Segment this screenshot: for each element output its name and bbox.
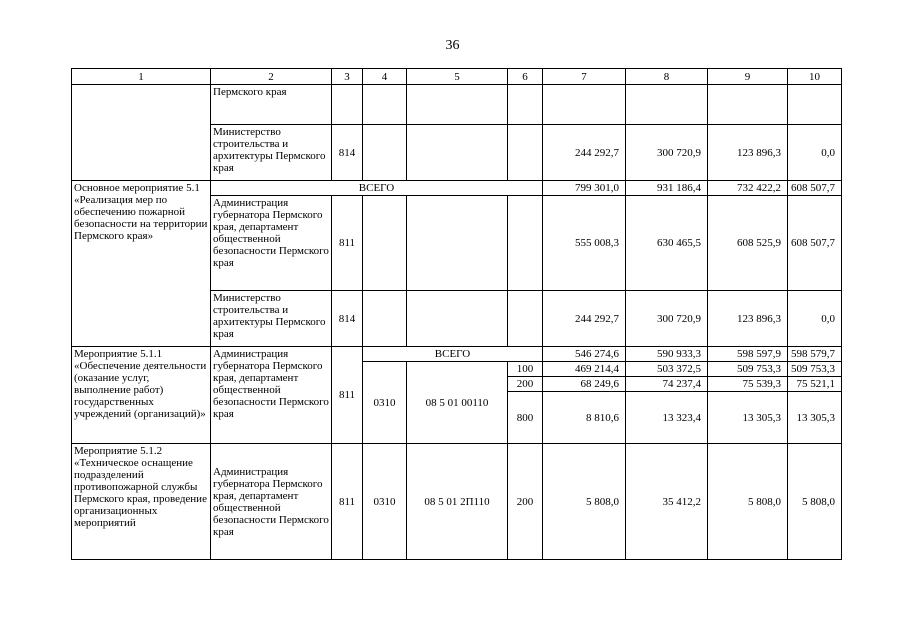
target-code: 08 5 01 2П110 [407,444,508,560]
code-cell: 811 [332,347,363,444]
header-cell: 10 [788,69,842,85]
value-cell: 300 720,9 [626,125,708,181]
value-cell: 13 305,3 [788,392,842,444]
value-cell: 546 274,6 [543,347,626,362]
value-cell: 244 292,7 [543,125,626,181]
header-cell: 6 [508,69,543,85]
value-cell: 75 521,1 [788,377,842,392]
org-cell: Администрация губернатора Пермского края, департамент общественной безопасности Пермского края [211,347,332,444]
code-cell: 811 [332,196,363,291]
target-code: 08 5 01 00110 [407,362,508,444]
value-cell: 608 507,7 [788,181,842,196]
value-cell: 300 720,9 [626,291,708,347]
expense-type: 200 [508,377,543,392]
section-code: 0310 [363,444,407,560]
value-cell: 123 896,3 [708,125,788,181]
total-label: ВСЕГО [363,347,543,362]
expense-type: 800 [508,392,543,444]
value-cell: 469 214,4 [543,362,626,377]
org-cell: Министерство строительства и архитектуры Пермского края [211,291,332,347]
value-cell: 123 896,3 [708,291,788,347]
table-row [72,181,842,196]
org-cell: Пермского края [211,85,332,125]
header-cell: 8 [626,69,708,85]
header-cell: 9 [708,69,788,85]
org-cell: Министерство строительства и архитектуры Пермского края [211,125,332,181]
header-row [72,69,842,85]
section-code: 0310 [363,362,407,444]
value-cell: 598 597,9 [708,347,788,362]
value-cell: 13 305,3 [708,392,788,444]
header-cell: 1 [72,69,211,85]
value-cell: 509 753,3 [708,362,788,377]
org-cell: Администрация губернатора Пермского края, департамент общественной безопасности Пермского края [211,444,332,560]
code-cell: 814 [332,125,363,181]
value-cell: 799 301,0 [543,181,626,196]
value-cell: 74 237,4 [626,377,708,392]
org-cell: Администрация губернатора Пермского края, департамент общественной безопасности Пермского края [211,196,332,291]
budget-table [71,68,842,560]
value-cell: 931 186,4 [626,181,708,196]
code-cell: 811 [332,444,363,560]
header-cell: 7 [543,69,626,85]
header-cell: 2 [211,69,332,85]
total-label: ВСЕГО [211,181,543,196]
event-cell [72,85,211,181]
header-cell: 4 [363,69,407,85]
header-cell: 5 [407,69,508,85]
value-cell: 598 579,7 [788,347,842,362]
value-cell: 732 422,2 [708,181,788,196]
value-cell: 503 372,5 [626,362,708,377]
value-cell: 5 808,0 [543,444,626,560]
event-cell: Мероприятие 5.1.1 «Обеспечение деятельности (оказание услуг, выполнение работ) государственных учреждений (организаций)» [72,347,211,444]
value-cell: 0,0 [788,291,842,347]
expense-type: 200 [508,444,543,560]
value-cell: 630 465,5 [626,196,708,291]
value-cell: 555 008,3 [543,196,626,291]
value-cell: 5 808,0 [708,444,788,560]
value-cell: 244 292,7 [543,291,626,347]
value-cell: 13 323,4 [626,392,708,444]
value-cell: 5 808,0 [788,444,842,560]
value-cell: 608 507,7 [788,196,842,291]
event-cell: Основное мероприятие 5.1 «Реализация мер по обеспечению пожарной безопасности на территории Пермского края» [72,181,211,347]
header-cell: 3 [332,69,363,85]
value-cell: 35 412,2 [626,444,708,560]
expense-type: 100 [508,362,543,377]
code-cell: 814 [332,291,363,347]
page-number: 36 [445,38,460,53]
value-cell: 8 810,6 [543,392,626,444]
table-row [72,85,842,125]
value-cell: 608 525,9 [708,196,788,291]
table-row [72,347,842,362]
value-cell: 0,0 [788,125,842,181]
value-cell: 75 539,3 [708,377,788,392]
event-cell: Мероприятие 5.1.2 «Техническое оснащение подразделений противопожарной службы Пермского края, проведение организационных мероприятий [72,444,211,560]
value-cell: 509 753,3 [788,362,842,377]
value-cell: 68 249,6 [543,377,626,392]
value-cell: 590 933,3 [626,347,708,362]
table-row [72,444,842,560]
